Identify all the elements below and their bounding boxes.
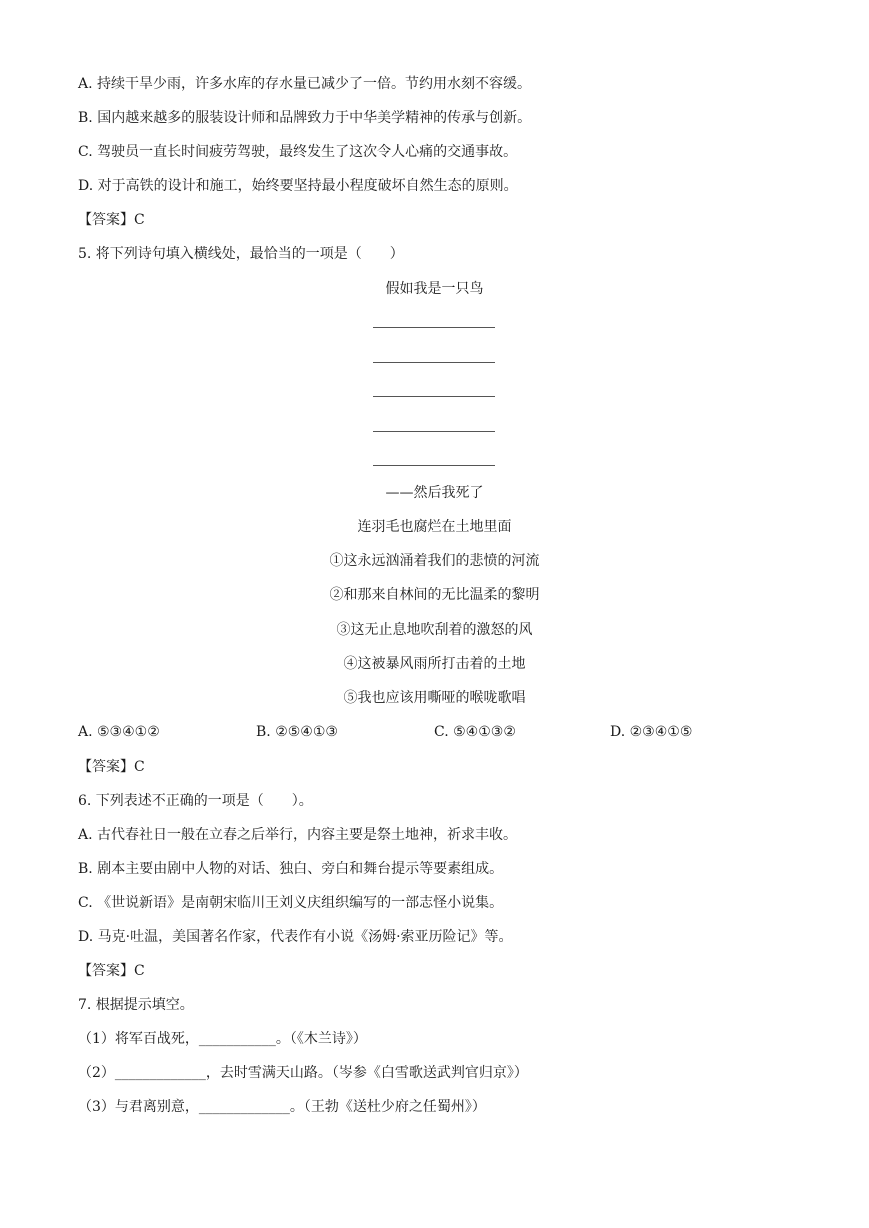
q5-choice-d: D. ②③④①⑤: [610, 724, 693, 740]
q6-stem: 6. 下列表述不正确的一项是（ ）。: [78, 793, 313, 809]
q5-poem-title: 假如我是一只鸟: [385, 281, 484, 297]
q5-item: ③这无止息地吹刮着的激怒的风: [336, 622, 533, 638]
q5-choice-c: C. ⑤④①③②: [434, 724, 516, 740]
q5-poem-line: 连羽毛也腐烂在土地里面: [357, 519, 512, 535]
q5-choice-a: A. ⑤③④①②: [78, 724, 160, 740]
q5-choice-b: B. ②⑤④①③: [256, 724, 338, 740]
q6-option-c: C. 《世说新语》是南朝宋临川王刘义庆组织编写的一部志怪小说集。: [78, 895, 504, 911]
q4-option-b: B. 国内越来越多的服装设计师和品牌致力于中华美学精神的传承与创新。: [78, 110, 532, 126]
q6-option-a: A. 古代春社日一般在立春之后举行，内容主要是祭土地神，祈求丰收。: [78, 827, 518, 843]
q6-option-b: B. 剧本主要由剧中人物的对话、独白、旁白和舞台提示等要素组成。: [78, 861, 504, 877]
q7-item-3: （3）与君离别意，_____________。（王勃《送杜少府之任蜀州》）: [78, 1099, 486, 1115]
q4-option-a: A. 持续干旱少雨，许多水库的存水量已减少了一倍。节约用水刻不容缓。: [78, 76, 532, 92]
q5-item: ①这永远汹涌着我们的悲愤的河流: [329, 553, 540, 569]
q5-item: ②和那来自林间的无比温柔的黎明: [329, 587, 540, 603]
q7-item-1: （1）将军百战死，___________。（《木兰诗》）: [78, 1031, 367, 1047]
q5-stem: 5. 将下列诗句填入横线处，最恰当的一项是（ ）: [78, 246, 404, 262]
q4-option-d: D. 对于高铁的设计和施工，始终要坚持最小程度破坏自然生态的原则。: [78, 178, 518, 194]
q6-option-d: D. 马克·吐温，美国著名作家，代表作有小说《汤姆·索亚历险记》等。: [78, 929, 513, 945]
q5-item: ④这被暴风雨所打击着的土地: [343, 656, 526, 672]
q5-blank-line: [373, 465, 495, 466]
q5-blank-line: [373, 396, 495, 397]
q7-item-2: （2）_____________，去时雪满天山路。（岑参《白雪歌送武判官归京》）: [78, 1065, 528, 1081]
q7-stem: 7. 根据提示填空。: [78, 997, 194, 1013]
q5-blank-line: [373, 431, 495, 432]
q4-answer: 【答案】C: [78, 212, 145, 228]
q5-answer: 【答案】C: [78, 759, 145, 775]
q5-poem-line: ——然后我死了: [385, 485, 484, 501]
q4-option-c: C. 驾驶员一直长时间疲劳驾驶，最终发生了这次令人心痛的交通事故。: [78, 144, 518, 160]
q6-answer: 【答案】C: [78, 963, 145, 979]
q5-item: ⑤我也应该用嘶哑的喉咙歌唱: [343, 690, 526, 706]
q5-blank-line: [373, 362, 495, 363]
q5-blank-line: [373, 327, 495, 328]
